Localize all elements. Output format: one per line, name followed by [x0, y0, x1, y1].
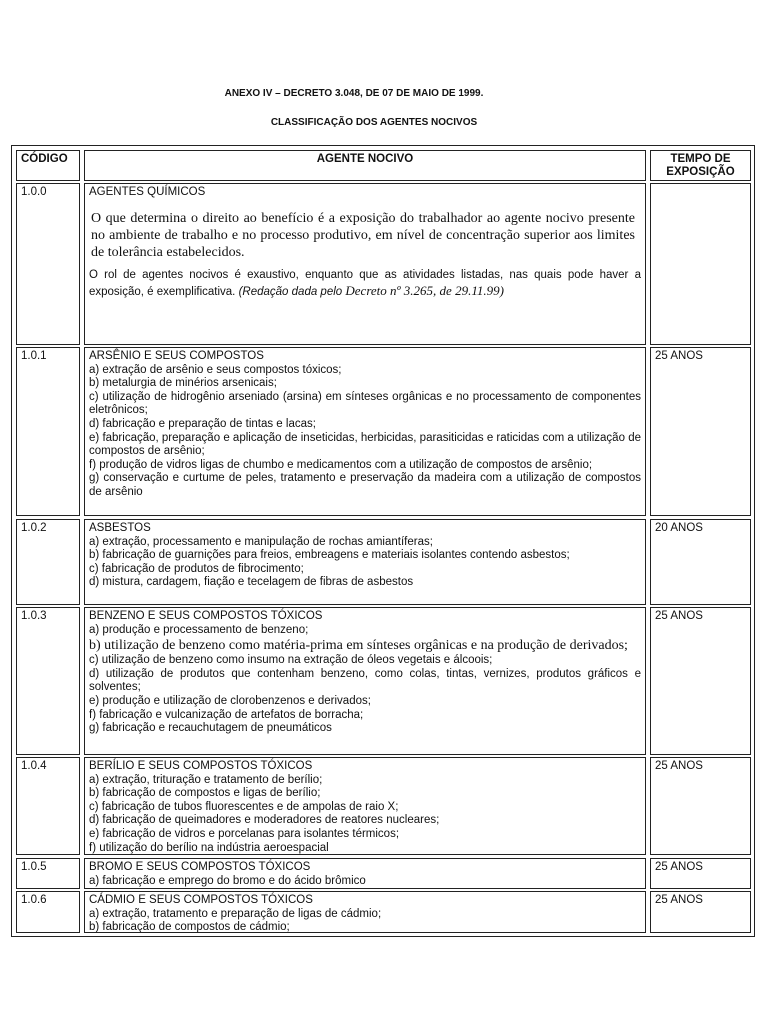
code-1-0-2: 1.0.2: [16, 519, 80, 605]
list-item: b) metalurgia de minérios arsenicais;: [89, 377, 277, 390]
list-item: a) extração, trituração e tratamento de berílio;: [89, 773, 323, 786]
time-1-0-4: 25 ANOS: [650, 757, 751, 855]
time-1-0-2: 20 ANOS: [650, 519, 751, 605]
list-item: f) utilização do berílio na indústria aeroespacial: [89, 841, 329, 854]
agent-title: ASBESTOS: [89, 522, 151, 534]
intro-paragraph-1: O que determina o direito ao benefício é a exposição do trabalhador ao agente nocivo presente no ambiente de trabalho e no processo produtivo, em nível de concentração superior aos limites de tolerância estabelecidos.: [91, 210, 635, 260]
list-item: c) utilização de hidrogênio arseniado (arsina) em sínteses orgânicas e no processamento de componentes eletrônicos;: [89, 390, 641, 417]
list-item: c) fabricação de produtos de fibrocimento;: [89, 562, 304, 575]
list-item: a) produção e processamento de benzeno;: [89, 623, 309, 636]
time-1-0-1: 25 ANOS: [650, 347, 751, 516]
intro-paragraph-2-text: O rol de agentes nocivos é exaustivo, enquanto que as atividades listadas, nas quais pode haver a exposição, é exemplificativa.: [89, 268, 641, 299]
list-item: b) fabricação de compostos de cádmio;: [89, 921, 290, 933]
agent-title: BENZENO E SEUS COMPOSTOS TÓXICOS: [89, 610, 323, 622]
header-time: [650, 150, 751, 181]
code-1-0-6: 1.0.6: [16, 891, 80, 933]
list-item: a) fabricação e emprego do bromo e do ácido brômico: [89, 874, 366, 887]
header-time-line2: EXPOSIÇÃO: [666, 165, 735, 178]
code-1-0-0: 1.0.0: [16, 183, 80, 345]
intro-paragraph-2-note: (Redação dada pelo: [238, 286, 343, 299]
code-1-0-5: 1.0.5: [16, 858, 80, 889]
list-item: e) produção e utilização de clorobenzenos e derivados;: [89, 694, 371, 707]
list-item: c) utilização de benzeno como insumo na extração de óleos vegetais e álcoois;: [89, 654, 493, 667]
agents-table: [11, 145, 755, 937]
agent-title: CÁDMIO E SEUS COMPOSTOS TÓXICOS: [89, 894, 313, 906]
list-item: d) fabricação e preparação de tintas e lacas;: [89, 417, 316, 430]
list-item: b) fabricação de guarnições para freios, embreagens e materiais isolantes contendo asbestos;: [89, 549, 570, 562]
intro-paragraph-2-decree: Decreto nº 3.265, de 29.11.99): [345, 283, 504, 299]
list-item: a) extração de arsênio e seus compostos tóxicos;: [89, 363, 342, 376]
list-item: b) fabricação de compostos e ligas de berílio;: [89, 787, 321, 800]
list-item: a) extração, processamento e manipulação de rochas amiantíferas;: [89, 535, 433, 548]
intro-paragraph-2: [89, 269, 641, 300]
agent-1-0-1: [84, 347, 646, 516]
agent-1-0-6: [84, 891, 646, 933]
header-agent: AGENTE NOCIVO: [84, 150, 646, 181]
document-title: ANEXO IV – DECRETO 3.048, DE 07 DE MAIO DE 1999.: [224, 88, 484, 99]
document-subtitle: CLASSIFICAÇÃO DOS AGENTES NOCIVOS: [270, 117, 478, 128]
list-item: b) utilização de benzeno como matéria-prima em sínteses orgânicas e na produção de derivados;: [89, 638, 628, 654]
list-item: d) utilização de produtos que contenham benzeno, como colas, tintas, vernizes, produtos gráficos e solventes;: [89, 667, 641, 694]
list-item: g) conservação e curtume de peles, tratamento e preservação da madeira com a utilização de compostos de arsênio: [89, 472, 641, 498]
intro-title: AGENTES QUÍMICOS: [89, 186, 206, 198]
time-1-0-6: 25 ANOS: [650, 891, 751, 933]
time-1-0-3: 25 ANOS: [650, 607, 751, 755]
agent-title: BROMO E SEUS COMPOSTOS TÓXICOS: [89, 861, 311, 873]
list-item: c) fabricação de tubos fluorescentes e de ampolas de raio X;: [89, 800, 399, 813]
agent-1-0-3: [84, 607, 646, 755]
code-1-0-3: 1.0.3: [16, 607, 80, 755]
time-1-0-5: 25 ANOS: [650, 858, 751, 889]
code-1-0-4: 1.0.4: [16, 757, 80, 855]
list-item: e) fabricação de vidros e porcelanas para isolantes térmicos;: [89, 827, 400, 840]
header-time-line1: TEMPO DE: [670, 153, 731, 165]
list-item: e) fabricação, preparação e aplicação de inseticidas, herbicidas, parasiticidas e raticidas com a utilização de compostos de arsênio;: [89, 431, 641, 458]
list-item: d) mistura, cardagem, fiação e tecelagem de fibras de asbestos: [89, 576, 414, 589]
list-item: a) extração, tratamento e preparação de ligas de cádmio;: [89, 907, 382, 920]
list-item: f) fabricação e vulcanização de artefatos de borracha;: [89, 708, 364, 721]
agent-title: BERÍLIO E SEUS COMPOSTOS TÓXICOS: [89, 760, 313, 772]
agent-1-0-2: [84, 519, 646, 605]
code-1-0-1: 1.0.1: [16, 347, 80, 516]
agent-1-0-5: [84, 858, 646, 889]
list-item: d) fabricação de queimadores e moderadores de reatores nucleares;: [89, 814, 440, 827]
list-item: g) fabricação e recauchutagem de pneumáticos: [89, 722, 332, 735]
header-code: CÓDIGO: [16, 150, 80, 181]
agent-title: ARSÊNIO E SEUS COMPOSTOS: [89, 350, 264, 362]
agent-1-0-4: [84, 757, 646, 855]
list-item: f) produção de vidros ligas de chumbo e medicamentos com a utilização de compostos de arsênio;: [89, 458, 593, 471]
time-1-0-0: [650, 183, 751, 345]
intro-cell: [84, 183, 646, 345]
